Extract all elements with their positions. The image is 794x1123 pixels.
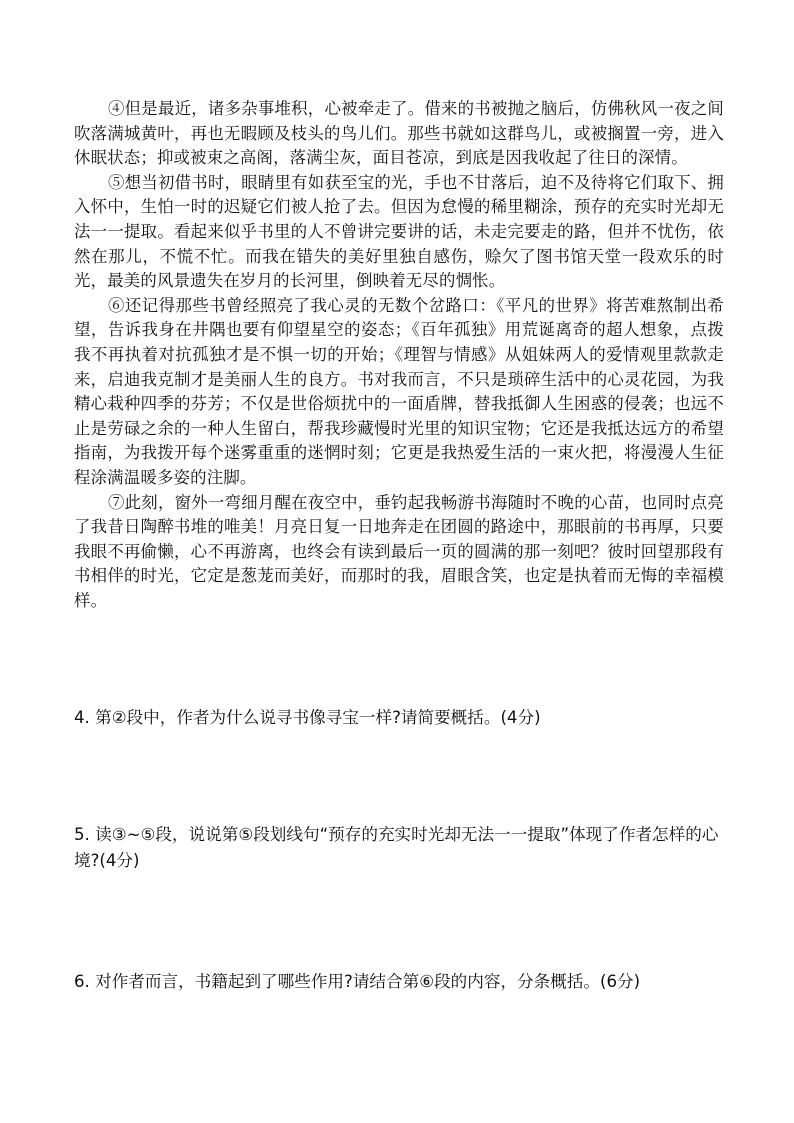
question-4: 4. 第②段中，作者为什么说寻书像寻宝一样?请简要概括。(4分) <box>74 708 541 727</box>
paragraph-7: ⑦此刻，窗外一弯细月醒在夜空中，垂钓起我畅游书海随时不晚的心苗，也同时点亮了我昔日陶醉书堆的唯美！月亮日复一日地奔走在团圆的路途中，那眼前的书再厚，只要我眼不再偷懒，心不再游离，也终会有读到最后一页的圆满的那一刻吧？彼时回望那段有书相伴的时光，它定是葱茏而美好，而那时的我，眉眼含笑，也定是执着而无悔的幸福模样。 <box>74 492 724 610</box>
reading-passage <box>74 97 724 613</box>
question-5: 5. 读③~⑤段，说说第⑤段划线句“预存的充实时光却无法一一提取”体现了作者怎样的心境?(4分) <box>74 825 719 870</box>
question-6: 6. 对作者而言，书籍起到了哪些作用?请结合第⑥段的内容，分条概括。(6分) <box>74 972 641 991</box>
paragraph-5: ⑤想当初借书时，眼睛里有如获至宝的光，手也不甘落后，迫不及待将它们取下、拥入怀中，生怕一时的迟疑它们被人抢了去。但因为怠慢的稀里糊涂，预存的充实时光却无法一一提取。看起来似乎书里的人不曾讲完要讲的话，未走完要走的路，但并不忧伤，依然在那儿，不慌不忙。而我在错失的美好里独自感伤，赊欠了图书馆天堂一段欢乐的时光，最美的风景遗失在岁月的长河里，倒映着无尽的惆怅。 <box>74 172 724 291</box>
paragraph-6: ⑥还记得那些书曾经照亮了我心灵的无数个岔路口：《平凡的世界》将苦难熬制出希望，告诉我身在井隅也要有仰望星空的姿态；《百年孤独》用荒诞离奇的超人想象，点拨我不再执着对抗孤独才是不惧一切的开始；《理智与情感》从姐妹两人的爱情观里款款走来，启迪我克制才是美丽人生的良方。书对我而言，不只是琐碎生活中的心灵花园，为我精心栽种四季的芬芳；不仅是世俗烦扰中的一面盾牌，替我抵御人生困惑的侵袭；也远不止是劳碌之余的一种人生留白，帮我珍藏慢时光里的知识宝物；它还是我抵达远方的希望指南，为我拨开每个迷雾重重的迷惘时刻；它更是我热爱生活的一束火把，将漫漫人生征程涂满温暖多姿的注脚。 <box>74 295 724 487</box>
paragraph-4: ④但是最近，诸多杂事堆积，心被牵走了。借来的书被抛之脑后，仿佛秋风一夜之间吹落满城黄叶，再也无暇顾及枝头的鸟儿们。那些书就如这群鸟儿，或被搁置一旁，进入休眠状态；抑或被束之高阁，落满尘灰，面目苍凉，到底是因我收起了往日的深情。 <box>74 99 724 168</box>
